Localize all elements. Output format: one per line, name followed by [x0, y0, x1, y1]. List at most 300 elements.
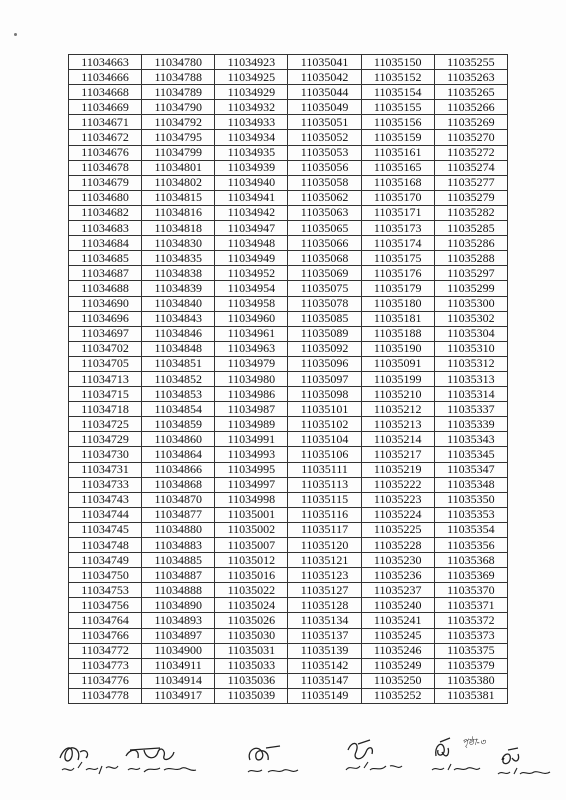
roll-number-cell: 11034680	[69, 190, 142, 205]
roll-number-cell: 11035224	[361, 507, 434, 522]
roll-number-cell: 11034995	[215, 462, 288, 477]
roll-number-cell: 11034669	[69, 100, 142, 115]
roll-number-cell: 11034914	[142, 673, 215, 688]
table-row	[69, 462, 508, 477]
roll-number-cell: 11034802	[142, 175, 215, 190]
roll-number-cell: 11035277	[434, 175, 507, 190]
signature-2	[120, 738, 204, 782]
roll-number-cell: 11034764	[69, 613, 142, 628]
table-row	[69, 371, 508, 386]
roll-number-cell: 11034750	[69, 568, 142, 583]
roll-number-cell: 11034725	[69, 417, 142, 432]
roll-number-cell: 11035210	[361, 387, 434, 402]
roll-number-cell: 11035052	[288, 130, 361, 145]
roll-number-cell: 11035236	[361, 568, 434, 583]
roll-number-cell: 11035123	[288, 568, 361, 583]
roll-number-cell: 11034690	[69, 296, 142, 311]
roll-number-cell: 11035120	[288, 538, 361, 553]
roll-number-cell: 11034987	[215, 402, 288, 417]
roll-number-cell: 11035168	[361, 175, 434, 190]
roll-number-cell: 11035150	[361, 55, 434, 70]
roll-number-cell: 11034718	[69, 402, 142, 417]
roll-number-cell: 11035375	[434, 643, 507, 658]
roll-number-cell: 11035117	[288, 522, 361, 537]
roll-number-cell: 11034960	[215, 311, 288, 326]
roll-number-cell: 11034801	[142, 160, 215, 175]
roll-number-cell: 11035379	[434, 658, 507, 673]
roll-number-cell: 11034676	[69, 145, 142, 160]
table-row	[69, 130, 508, 145]
roll-number-cell: 11035353	[434, 507, 507, 522]
table-row	[69, 417, 508, 432]
roll-number-cell: 11035263	[434, 70, 507, 85]
roll-number-cell: 11035348	[434, 477, 507, 492]
roll-number-cell: 11035272	[434, 145, 507, 160]
roll-number-table	[68, 54, 508, 704]
roll-number-cell: 11035075	[288, 281, 361, 296]
roll-number-cell: 11035170	[361, 190, 434, 205]
roll-number-cell: 11035269	[434, 115, 507, 130]
roll-number-cell: 11035217	[361, 447, 434, 462]
roll-number-cell: 11034713	[69, 371, 142, 386]
roll-number-cell: 11034986	[215, 387, 288, 402]
table-row	[69, 100, 508, 115]
roll-number-cell: 11034933	[215, 115, 288, 130]
table-row	[69, 432, 508, 447]
roll-number-cell: 11034790	[142, 100, 215, 115]
roll-number-cell: 11035180	[361, 296, 434, 311]
roll-number-cell: 11035002	[215, 522, 288, 537]
roll-number-cell: 11034941	[215, 190, 288, 205]
roll-number-cell: 11035033	[215, 658, 288, 673]
roll-number-cell: 11035154	[361, 85, 434, 100]
roll-number-cell: 11034663	[69, 55, 142, 70]
table-row	[69, 673, 508, 688]
roll-number-cell: 11035249	[361, 658, 434, 673]
roll-number-cell: 11035371	[434, 598, 507, 613]
roll-number-cell: 11035106	[288, 447, 361, 462]
roll-number-cell: 11034997	[215, 477, 288, 492]
roll-number-cell: 11035142	[288, 658, 361, 673]
roll-number-cell: 11035171	[361, 205, 434, 220]
roll-number-cell: 11034963	[215, 341, 288, 356]
roll-number-cell: 11034979	[215, 356, 288, 371]
roll-number-cell: 11035314	[434, 387, 507, 402]
roll-number-cell: 11034893	[142, 613, 215, 628]
table-row	[69, 205, 508, 220]
roll-number-cell: 11034749	[69, 553, 142, 568]
table-row	[69, 326, 508, 341]
roll-number-cell: 11035024	[215, 598, 288, 613]
table-row	[69, 70, 508, 85]
roll-number-cell: 11034932	[215, 100, 288, 115]
roll-number-cell: 11034917	[142, 688, 215, 703]
roll-number-cell: 11034860	[142, 432, 215, 447]
roll-number-cell: 11034744	[69, 507, 142, 522]
roll-number-cell: 11035097	[288, 371, 361, 386]
table-row	[69, 492, 508, 507]
table-row	[69, 341, 508, 356]
table-row	[69, 55, 508, 70]
roll-number-cell: 11034880	[142, 522, 215, 537]
roll-number-cell: 11034816	[142, 205, 215, 220]
roll-number-cell: 11034859	[142, 417, 215, 432]
roll-number-cell: 11034838	[142, 266, 215, 281]
roll-number-cell: 11035270	[434, 130, 507, 145]
roll-number-cell: 11034731	[69, 462, 142, 477]
roll-number-cell: 11035149	[288, 688, 361, 703]
roll-number-cell: 11034795	[142, 130, 215, 145]
roll-number-cell: 11034705	[69, 356, 142, 371]
roll-number-cell: 11035001	[215, 507, 288, 522]
table-row	[69, 568, 508, 583]
roll-number-cell: 11035031	[215, 643, 288, 658]
table-row	[69, 553, 508, 568]
roll-number-cell: 11034947	[215, 221, 288, 236]
roll-number-cell: 11034853	[142, 387, 215, 402]
roll-number-cell: 11035121	[288, 553, 361, 568]
roll-number-cell: 11035285	[434, 221, 507, 236]
roll-number-cell: 11035245	[361, 628, 434, 643]
roll-number-cell: 11034780	[142, 55, 215, 70]
roll-number-cell: 11035347	[434, 462, 507, 477]
roll-number-cell: 11034745	[69, 522, 142, 537]
roll-number-cell: 11035155	[361, 100, 434, 115]
roll-number-cell: 11034687	[69, 266, 142, 281]
roll-number-cell: 11035252	[361, 688, 434, 703]
roll-number-cell: 11035113	[288, 477, 361, 492]
roll-number-cell: 11034799	[142, 145, 215, 160]
roll-number-cell: 11035372	[434, 613, 507, 628]
roll-number-cell: 11034776	[69, 673, 142, 688]
roll-number-cell: 11034854	[142, 402, 215, 417]
table-row	[69, 688, 508, 703]
roll-number-cell: 11035147	[288, 673, 361, 688]
roll-number-cell: 11034868	[142, 477, 215, 492]
table-row	[69, 356, 508, 371]
roll-number-cell: 11035369	[434, 568, 507, 583]
roll-number-cell: 11034671	[69, 115, 142, 130]
roll-number-cell: 11034934	[215, 130, 288, 145]
roll-number-cell: 11034778	[69, 688, 142, 703]
roll-number-cell: 11034949	[215, 251, 288, 266]
roll-number-cell: 11035012	[215, 553, 288, 568]
roll-number-cell: 11034991	[215, 432, 288, 447]
roll-number-cell: 11035345	[434, 447, 507, 462]
roll-number-cell: 11034843	[142, 311, 215, 326]
roll-number-cell: 11035098	[288, 387, 361, 402]
table-row	[69, 538, 508, 553]
roll-number-cell: 11035152	[361, 70, 434, 85]
roll-number-cell: 11035313	[434, 371, 507, 386]
roll-number-cell: 11035222	[361, 477, 434, 492]
roll-number-cell: 11035214	[361, 432, 434, 447]
roll-number-cell: 11034772	[69, 643, 142, 658]
roll-number-cell: 11035299	[434, 281, 507, 296]
roll-number-cell: 11034940	[215, 175, 288, 190]
roll-number-cell: 11035199	[361, 371, 434, 386]
roll-number-cell: 11035225	[361, 522, 434, 537]
roll-number-cell: 11034961	[215, 326, 288, 341]
roll-number-cell: 11035091	[361, 356, 434, 371]
roll-number-cell: 11034958	[215, 296, 288, 311]
roll-number-cell: 11035190	[361, 341, 434, 356]
roll-number-cell: 11035174	[361, 236, 434, 251]
roll-number-cell: 11034989	[215, 417, 288, 432]
roll-number-cell: 11034756	[69, 598, 142, 613]
roll-number-cell: 11035212	[361, 402, 434, 417]
roll-number-cell: 11034840	[142, 296, 215, 311]
roll-number-cell: 11035089	[288, 326, 361, 341]
roll-number-cell: 11035223	[361, 492, 434, 507]
roll-number-cell: 11034883	[142, 538, 215, 553]
roll-number-cell: 11034877	[142, 507, 215, 522]
roll-number-cell: 11035279	[434, 190, 507, 205]
roll-number-cell: 11034666	[69, 70, 142, 85]
roll-number-cell: 11035036	[215, 673, 288, 688]
roll-number-cell: 11035302	[434, 311, 507, 326]
roll-number-cell: 11035176	[361, 266, 434, 281]
roll-number-cell: 11034696	[69, 311, 142, 326]
roll-number-cell: 11034980	[215, 371, 288, 386]
roll-number-cell: 11035250	[361, 673, 434, 688]
table-row	[69, 160, 508, 175]
roll-number-cell: 11035030	[215, 628, 288, 643]
roll-number-cell: 11035312	[434, 356, 507, 371]
roll-number-cell: 11034852	[142, 371, 215, 386]
roll-number-cell: 11034952	[215, 266, 288, 281]
roll-number-cell: 11034887	[142, 568, 215, 583]
roll-number-cell: 11034773	[69, 658, 142, 673]
roll-number-cell: 11035228	[361, 538, 434, 553]
roll-number-cell: 11035104	[288, 432, 361, 447]
roll-number-cell: 11034789	[142, 85, 215, 100]
roll-number-cell: 11035368	[434, 553, 507, 568]
roll-number-cell: 11035128	[288, 598, 361, 613]
roll-number-cell: 11035240	[361, 598, 434, 613]
roll-number-cell: 11034846	[142, 326, 215, 341]
roll-number-cell: 11035373	[434, 628, 507, 643]
roll-number-cell: 11034848	[142, 341, 215, 356]
roll-number-cell: 11035039	[215, 688, 288, 703]
roll-number-cell: 11034935	[215, 145, 288, 160]
roll-number-cell: 11034885	[142, 553, 215, 568]
roll-number-cell: 11035066	[288, 236, 361, 251]
roll-number-cell: 11035213	[361, 417, 434, 432]
roll-number-cell: 11035044	[288, 85, 361, 100]
table-row	[69, 522, 508, 537]
roll-number-cell: 11035380	[434, 673, 507, 688]
table-row	[69, 85, 508, 100]
roll-number-cell: 11035237	[361, 583, 434, 598]
roll-number-cell: 11035111	[288, 462, 361, 477]
roll-number-cell: 11035101	[288, 402, 361, 417]
roll-number-cell: 11034864	[142, 447, 215, 462]
table-row	[69, 251, 508, 266]
roll-number-cell: 11034683	[69, 221, 142, 236]
roll-number-cell: 11035137	[288, 628, 361, 643]
roll-number-cell: 11035179	[361, 281, 434, 296]
roll-number-cell: 11034685	[69, 251, 142, 266]
table-row	[69, 387, 508, 402]
roll-number-cell: 11035092	[288, 341, 361, 356]
roll-number-cell: 11034730	[69, 447, 142, 462]
roll-number-cell: 11034888	[142, 583, 215, 598]
roll-number-cell: 11035161	[361, 145, 434, 160]
roll-number-cell: 11034748	[69, 538, 142, 553]
table-row	[69, 583, 508, 598]
roll-number-cell: 11034897	[142, 628, 215, 643]
table-row	[69, 175, 508, 190]
roll-number-cell: 11034890	[142, 598, 215, 613]
roll-number-cell: 11034942	[215, 205, 288, 220]
roll-number-cell: 11035139	[288, 643, 361, 658]
roll-number-cell: 11035350	[434, 492, 507, 507]
roll-number-cell: 11035266	[434, 100, 507, 115]
roll-number-cell: 11035078	[288, 296, 361, 311]
roll-number-cell: 11034925	[215, 70, 288, 85]
roll-number-cell: 11035230	[361, 553, 434, 568]
table-row	[69, 447, 508, 462]
table-row	[69, 296, 508, 311]
roll-number-cell: 11034684	[69, 236, 142, 251]
roll-number-cell: 11035053	[288, 145, 361, 160]
roll-number-cell: 11034911	[142, 658, 215, 673]
signature-1	[56, 738, 126, 782]
table-row	[69, 115, 508, 130]
roll-number-cell: 11034682	[69, 205, 142, 220]
roll-number-cell: 11034743	[69, 492, 142, 507]
roll-number-cell: 11035156	[361, 115, 434, 130]
roll-number-cell: 11035255	[434, 55, 507, 70]
roll-number-cell: 11035058	[288, 175, 361, 190]
roll-number-cell: 11035062	[288, 190, 361, 205]
roll-number-cell: 11035175	[361, 251, 434, 266]
roll-number-cell: 11034993	[215, 447, 288, 462]
roll-number-cell: 11034866	[142, 462, 215, 477]
table-row	[69, 613, 508, 628]
roll-number-cell: 11035127	[288, 583, 361, 598]
roll-number-cell: 11035069	[288, 266, 361, 281]
roll-number-cell: 11035096	[288, 356, 361, 371]
table-row	[69, 477, 508, 492]
roll-number-cell: 11035370	[434, 583, 507, 598]
roll-number-cell: 11035354	[434, 522, 507, 537]
roll-number-cell: 11034733	[69, 477, 142, 492]
roll-number-cell: 11035165	[361, 160, 434, 175]
roll-number-cell: 11035042	[288, 70, 361, 85]
roll-number-cell: 11035041	[288, 55, 361, 70]
roll-number-cell: 11035022	[215, 583, 288, 598]
roll-number-cell: 11034929	[215, 85, 288, 100]
roll-number-cell: 11034679	[69, 175, 142, 190]
roll-number-cell: 11034702	[69, 341, 142, 356]
table-row	[69, 628, 508, 643]
roll-number-cell: 11035300	[434, 296, 507, 311]
roll-number-cell: 11035246	[361, 643, 434, 658]
roll-number-cell: 11035068	[288, 251, 361, 266]
roll-number-cell: 11034678	[69, 160, 142, 175]
roll-number-cell: 11034815	[142, 190, 215, 205]
roll-number-cell: 11035051	[288, 115, 361, 130]
roll-number-cell: 11034818	[142, 221, 215, 236]
roll-number-cell: 11035063	[288, 205, 361, 220]
table-row	[69, 236, 508, 251]
roll-number-cell: 11035007	[215, 538, 288, 553]
roll-number-cell: 11034923	[215, 55, 288, 70]
roll-number-cell: 11035286	[434, 236, 507, 251]
roll-number-cell: 11034697	[69, 326, 142, 341]
table-row	[69, 145, 508, 160]
roll-number-cell: 11034668	[69, 85, 142, 100]
table-row	[69, 281, 508, 296]
roll-number-cell: 11034900	[142, 643, 215, 658]
roll-number-table-body	[69, 55, 508, 704]
table-row	[69, 311, 508, 326]
roll-number-cell: 11034851	[142, 356, 215, 371]
roll-number-cell: 11035304	[434, 326, 507, 341]
roll-number-cell: 11035173	[361, 221, 434, 236]
roll-number-cell: 11035188	[361, 326, 434, 341]
roll-number-cell: 11035219	[361, 462, 434, 477]
roll-number-cell: 11034688	[69, 281, 142, 296]
roll-number-cell: 11034835	[142, 251, 215, 266]
roll-number-cell: 11034830	[142, 236, 215, 251]
roll-number-cell: 11035381	[434, 688, 507, 703]
signature-4	[340, 736, 410, 782]
roll-number-cell: 11035274	[434, 160, 507, 175]
table-row	[69, 190, 508, 205]
signature-3	[240, 738, 310, 782]
scan-speck	[14, 33, 17, 36]
roll-number-cell: 11034839	[142, 281, 215, 296]
roll-number-cell: 11034788	[142, 70, 215, 85]
roll-number-cell: 11035026	[215, 613, 288, 628]
roll-number-cell: 11034792	[142, 115, 215, 130]
table-row	[69, 598, 508, 613]
roll-number-cell: 11035134	[288, 613, 361, 628]
table-row	[69, 221, 508, 236]
roll-number-cell: 11035102	[288, 417, 361, 432]
roll-number-cell: 11035265	[434, 85, 507, 100]
roll-number-cell: 11034870	[142, 492, 215, 507]
roll-number-cell: 11034954	[215, 281, 288, 296]
roll-number-cell: 11034766	[69, 628, 142, 643]
roll-number-cell: 11035343	[434, 432, 507, 447]
table-row	[69, 266, 508, 281]
roll-number-cell: 11035085	[288, 311, 361, 326]
table-row	[69, 658, 508, 673]
roll-number-cell: 11035297	[434, 266, 507, 281]
roll-number-cell: 11034715	[69, 387, 142, 402]
roll-number-cell: 11034948	[215, 236, 288, 251]
roll-number-cell: 11035356	[434, 538, 507, 553]
roll-number-cell: 11035056	[288, 160, 361, 175]
roll-number-cell: 11035049	[288, 100, 361, 115]
table-row	[69, 643, 508, 658]
table-row	[69, 402, 508, 417]
roll-number-cell: 11034729	[69, 432, 142, 447]
roll-number-cell: 11035065	[288, 221, 361, 236]
roll-number-cell: 11034753	[69, 583, 142, 598]
roll-number-cell: 11035282	[434, 205, 507, 220]
roll-number-cell: 11034672	[69, 130, 142, 145]
roll-number-cell: 11034998	[215, 492, 288, 507]
roll-number-cell: 11035241	[361, 613, 434, 628]
signature-6	[494, 746, 556, 786]
page-number-mark: পৃষ্ঠা-৩	[462, 737, 486, 747]
roll-number-cell: 11035288	[434, 251, 507, 266]
